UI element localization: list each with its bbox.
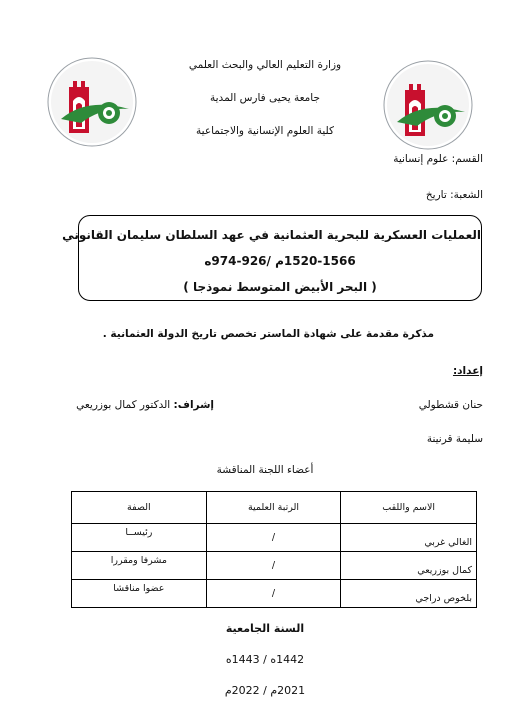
ministry-name: وزارة التعليم العالي والبحث العلمي <box>188 59 342 71</box>
prepared-by-label: إعداد: <box>452 365 483 377</box>
department-label: القسم: علوم إنسانية <box>393 153 483 165</box>
column-header: الاسم واللقب <box>341 492 477 524</box>
column-header: الرتبة العلمية <box>206 492 341 524</box>
table-row <box>72 524 477 552</box>
academic-year-hijri: 1442ه / 1443ه <box>225 653 305 666</box>
faculty-name: كلية العلوم الإنسانية والاجتماعية <box>196 125 334 137</box>
thesis-title: العمليات العسكرية للبحرية العثمانية في عهد السلطان سليمان القانوني <box>62 228 481 242</box>
branch-label: الشعبة: تاريخ <box>425 189 483 201</box>
supervisor-name: الدكتور كمال بوزريعي <box>76 399 171 411</box>
institution-header <box>150 49 380 148</box>
member-rank: / <box>206 552 341 580</box>
committee-heading: أعضاء اللجنة المناقشة <box>216 464 314 476</box>
column-header: الصفة <box>72 492 207 524</box>
academic-year-label: السنة الجامعية <box>225 622 305 635</box>
member-name: بلخوص دراجي <box>341 580 477 608</box>
thesis-subtitle: ( البحر الأبيض المتوسط نموذجا ) <box>183 280 377 294</box>
table-row <box>72 580 477 608</box>
supervision-label: إشراف: <box>173 399 214 411</box>
thesis-title-box <box>62 215 482 301</box>
member-name: كمال بوزريعي <box>341 552 477 580</box>
university-emblem-icon <box>383 60 473 150</box>
supervision-line <box>68 399 214 411</box>
academic-year-gregorian: 2021م / 2022م <box>224 684 306 697</box>
university-name: جامعة يحيى فارس المدية <box>210 92 320 104</box>
table-row <box>72 552 477 580</box>
member-role: عضوا مناقشا <box>72 580 207 608</box>
university-emblem-icon <box>47 57 137 147</box>
member-rank: / <box>206 580 341 608</box>
student-name-1: حنان قشطولي <box>418 399 483 411</box>
member-rank: / <box>206 524 341 552</box>
student-name-2: سليمة قرنينة <box>426 433 483 445</box>
member-name: الغالي غربي <box>341 524 477 552</box>
memo-statement: مذكرة مقدمة على شهادة الماستر تخصص تاريخ الدولة العثمانية . <box>102 328 434 340</box>
table-header-row <box>72 492 477 524</box>
member-role: رئيســا <box>72 524 207 552</box>
thesis-dates: 1520-1566م /926-974ه <box>204 254 356 268</box>
member-role: مشرفا ومقررا <box>72 552 207 580</box>
committee-table <box>71 491 477 608</box>
